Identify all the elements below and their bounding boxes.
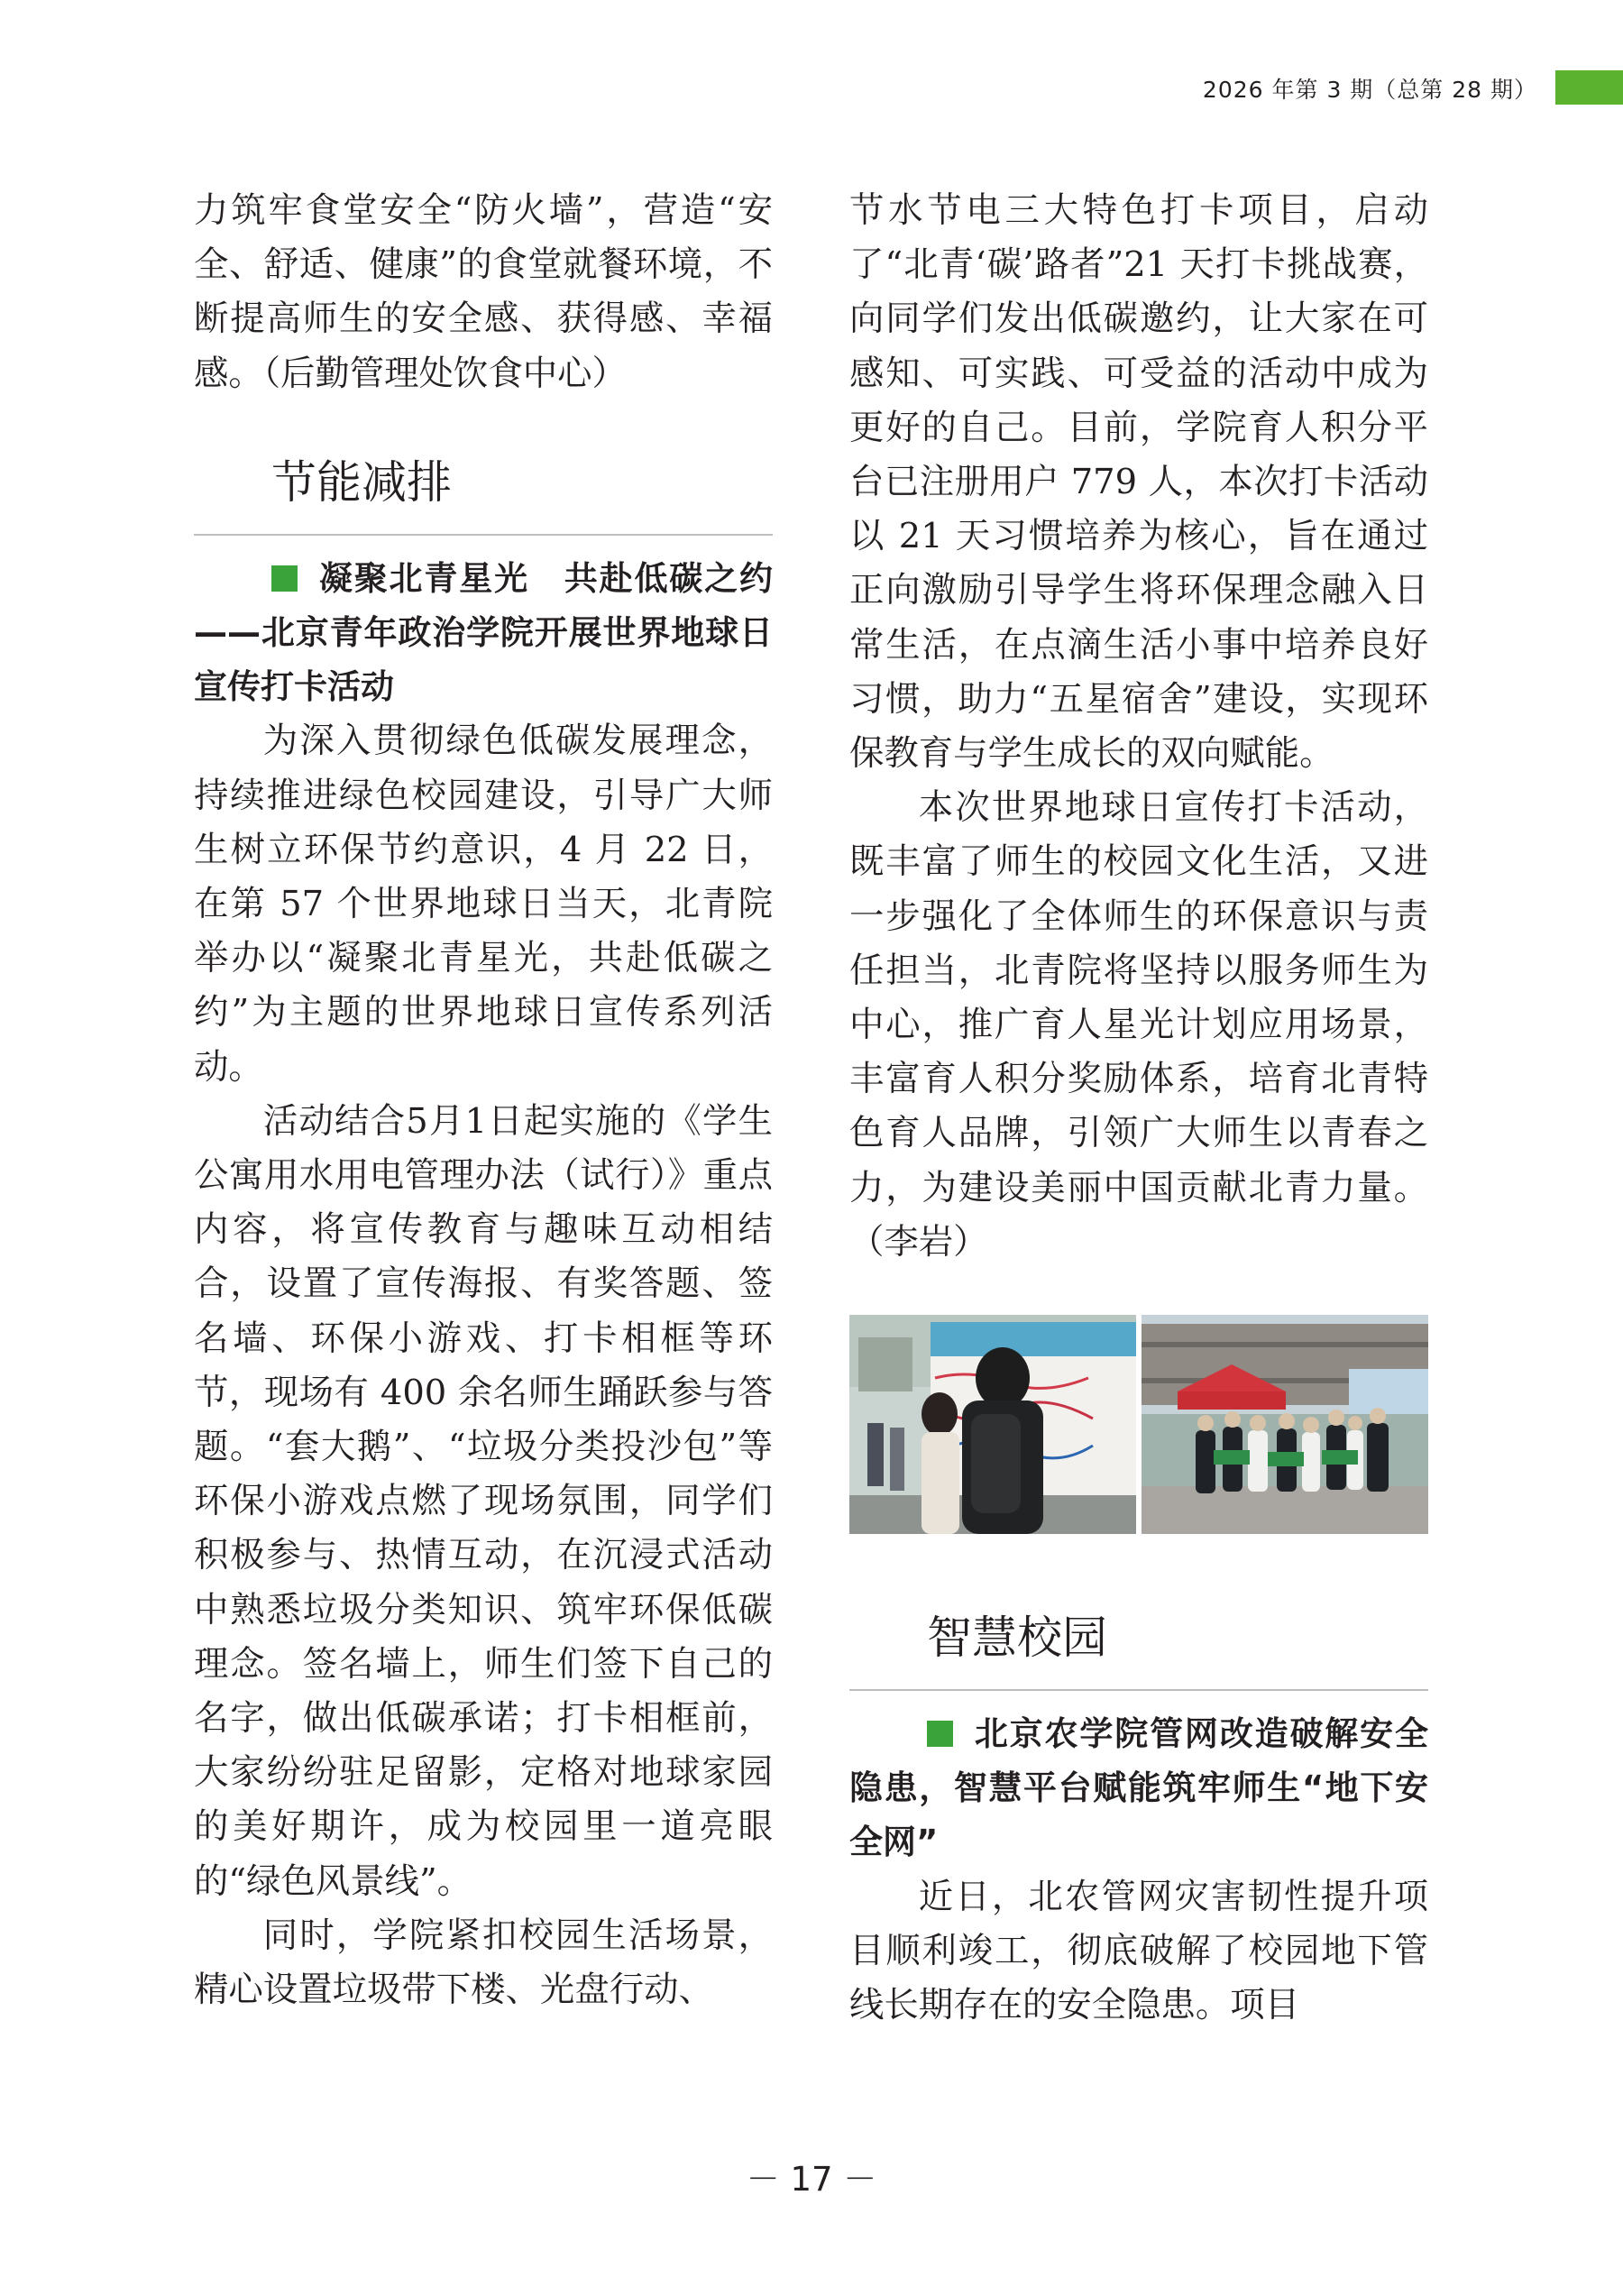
paragraph: 节水节电三大特色打卡项目，启动了“北青‘碳’路者”21 天打卡挑战赛，向同学们发出低碳邀约，让大家在可感知、可实践、可受益的活动中成为更好的自己。目前，学院育人积分平台已注册用户 779 人，本次打卡活动以 21 天习惯培养为核心，旨在通过正向激励引导学生将环保理念融入日常生活，在点滴生活小事中培养良好习惯，助力“五星宿舍”建设，实现环保教育与学生成长的双向赋能。 bbox=[849, 190, 1428, 775]
paragraph: 活动结合5月1日起实施的《学生公寓用水用电管理办法（试行）》重点内容，将宣传教育与趣味互动相结合，设置了宣传海报、有奖答题、签名墙、环保小游戏、打卡相框等环节，现场有 400 余名师生踊跃参与答题。“套大鹅”、“垃圾分类投沙包”等环保小游戏点燃了现场氛围，同学们积极参与、热情互动，在沉浸式活动中熟悉垃圾分类知识、筑牢环保低碳理念。签名墙上，师生们签下自己的名字，做出低碳承诺；打卡相框前，大家纷纷驻足留影，定格对地球家园的美好期许，成为校园里一道亮眼的“绿色风景线”。 bbox=[194, 1100, 773, 1902]
issue-label: 2026 年第 3 期（总第 28 期） bbox=[1202, 77, 1537, 103]
event-photos bbox=[849, 1315, 1428, 1534]
bullet-square-icon bbox=[927, 1721, 953, 1747]
section-title-smart-campus: 智慧校园 bbox=[927, 1612, 1107, 1665]
header-accent-bar bbox=[1555, 70, 1623, 105]
paragraph: 为深入贯彻绿色低碳发展理念，持续推进绿色校园建设，引导广大师生树立环保节约意识，4 月 22 日，在第 57 个世界地球日当天，北青院举办以“凝聚北青星光，共赴低碳之约”为主题的世界地球日宣传系列活动。 bbox=[194, 721, 773, 1088]
paragraph: 同时，学院紧扣校园生活场景，精心设置垃圾带下楼、光盘行动、 bbox=[194, 1915, 773, 2011]
article-headline: 北京农学院管网改造破解安全隐患，智慧平台赋能筑牢师生“地下安全网” bbox=[849, 1714, 1428, 1862]
photo-group bbox=[1142, 1315, 1428, 1534]
left-column bbox=[194, 184, 773, 2017]
page-number: － 17 － bbox=[746, 2160, 877, 2199]
right-column bbox=[849, 184, 1428, 2033]
section-divider bbox=[194, 534, 773, 536]
bullet-square-icon bbox=[271, 565, 298, 592]
paragraph: 近日，北农管网灾害韧性提升项目顺利竣工，彻底破解了校园地下管线长期存在的安全隐患。项目 bbox=[849, 1876, 1428, 2026]
paragraph: 本次世界地球日宣传打卡活动，既丰富了师生的校园文化生活，又进一步强化了全体师生的环保意识与责任担当，北青院将坚持以服务师生为中心，推广育人星光计划应用场景，丰富育人积分奖励体系，培育北青特色育人品牌，引领广大师生以青春之力，为建设美丽中国贡献北青力量。（李岩） bbox=[849, 787, 1428, 1263]
section-title-energy: 节能减排 bbox=[271, 455, 452, 509]
photo-signature-wall bbox=[849, 1315, 1136, 1534]
section-divider bbox=[849, 1689, 1428, 1691]
paragraph: 力筑牢食堂安全“防火墙”，营造“安全、舒适、健康”的食堂就餐环境，不断提高师生的安全感、获得感、幸福感。（后勤管理处饮食中心） bbox=[194, 190, 773, 394]
article-headline: 凝聚北青星光 共赴低碳之约——北京青年政治学院开展世界地球日宣传打卡活动 bbox=[194, 558, 773, 707]
